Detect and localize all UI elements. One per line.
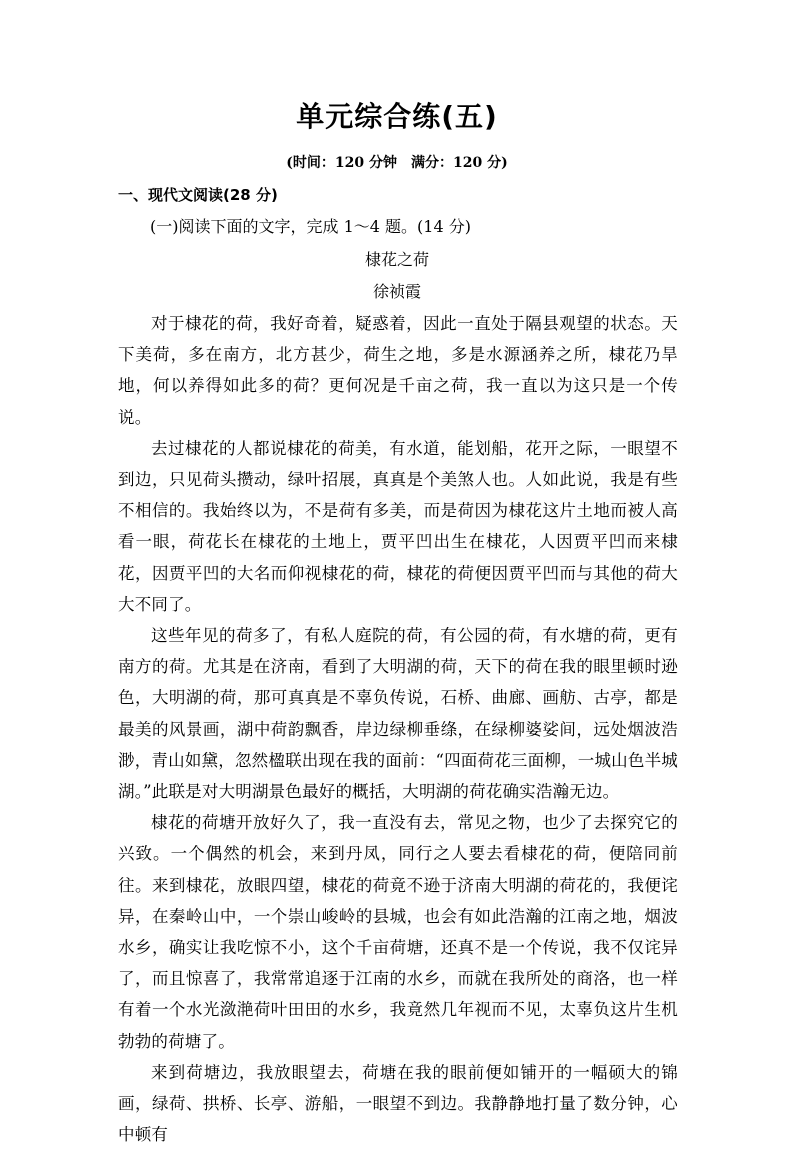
paragraph: 去过棣花的人都说棣花的荷美，有水道，能划船，花开之际，一眼望不到边，只见荷头攒动，绿叶招展，真真是个美煞人也。人如此说，我是有些不相信的。我始终以为，不是荷有多美，而是荷因为棣花这片土地而被人高看一眼，荷花长在棣花的土地上，贾平凹出生在棣花，人因贾平凹而来棣花，因贾平凹的大名而仰视棣花的荷，棣花的荷便因贾平凹而与其他的荷大大不同了。	[118, 438, 678, 614]
essay-author: 徐祯霞	[372, 282, 421, 301]
section-heading: 一、现代文阅读(28 分)	[118, 186, 278, 204]
reading-instruction: (一)阅读下面的文字，完成 1～4 题。(14 分)	[150, 217, 471, 236]
essay-title: 棣花之荷	[364, 250, 429, 269]
essay-body	[118, 308, 678, 1150]
exam-time-score: (时间：120 分钟 满分：120 分)	[286, 155, 508, 171]
document-title: 单元综合练(五)	[296, 100, 498, 133]
paragraph: 这些年见的荷多了，有私人庭院的荷，有公园的荷，有水塘的荷，更有南方的荷。尤其是在济南，看到了大明湖的荷，天下的荷在我的眼里顿时逊色，大明湖的荷，那可真真是不辜负传说，石桥、曲廊、画舫、古亭，都是最美的风景画，湖中荷韵飘香，岸边绿柳垂绦，在绿柳婆娑间，远处烟波浩渺，青山如黛，忽然楹联出现在我的面前：“四面荷花三面柳，一城山色半城湖。”此联是对大明湖景色最好的概括，大明湖的荷花确实浩瀚无边。	[118, 626, 678, 802]
paragraph: 对于棣花的荷，我好奇着，疑惑着，因此一直处于隔县观望的状态。天下美荷，多在南方，北方甚少，荷生之地，多是水源涵养之所，棣花乃旱地，何以养得如此多的荷？更何况是千亩之荷，我一直以为这只是一个传说。	[118, 314, 678, 427]
paragraph: 来到荷塘边，我放眼望去，荷塘在我的眼前便如铺开的一幅硕大的锦画，绿荷、拱桥、长亭、游船，一眼望不到边。我静静地打量了数分钟，心中顿有	[118, 1062, 678, 1145]
paragraph: 棣花的荷塘开放好久了，我一直没有去，常见之物，也少了去探究它的兴致。一个偶然的机会，来到丹凤，同行之人要去看棣花的荷，便陪同前往。来到棣花，放眼四望，棣花的荷竟不逊于济南大明湖的荷花的，我便诧异，在秦岭山中，一个崇山峻岭的县城，也会有如此浩瀚的江南之地，烟波水乡，确实让我吃惊不小，这个千亩荷塘，还真不是一个传说，我不仅诧异了，而且惊喜了，我常常追逐于江南的水乡，而就在我所处的商洛，也一样有着一个水光潋滟荷叶田田的水乡，我竟然几年视而不见，太辜负这片生机勃勃的荷塘了。	[118, 813, 678, 1051]
